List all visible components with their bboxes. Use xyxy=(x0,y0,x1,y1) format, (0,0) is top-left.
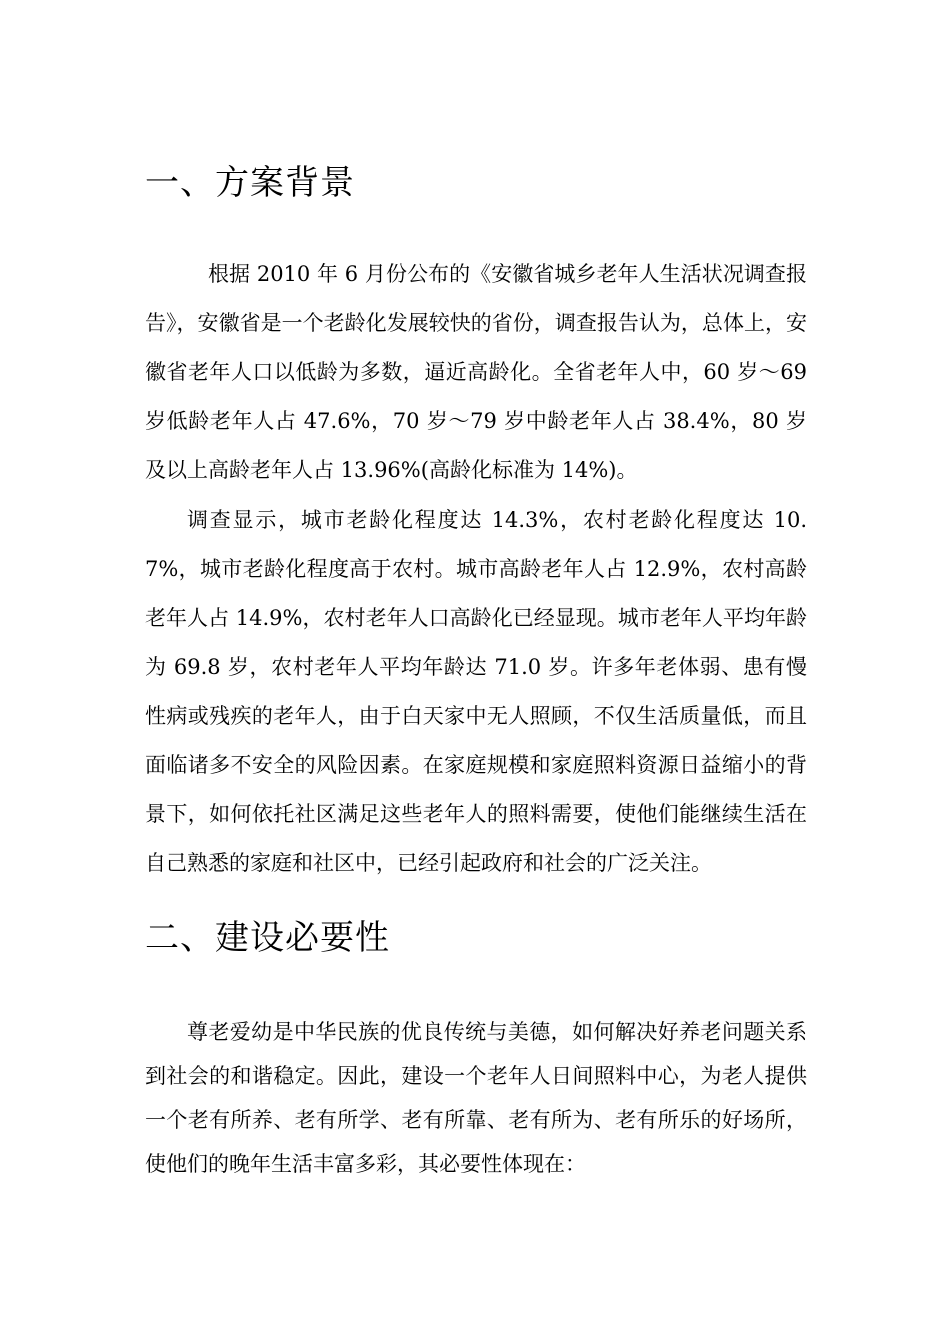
paragraph-survey-results: 调查显示，城市老龄化程度达 14.3%，农村老龄化程度达 10.7%，城市老龄化程度高于农村。城市高龄老年人占 12.9%，农村高龄老年人占 14.9%，农村老年人口高龄化已经显现。城市老年人平均年龄为 69.8 岁，农村老年人平均年龄达 71.0 岁。许多年老体弱、患有慢性病或残疾的老年人，由于白天家中无人照顾，不仅生活质量低，而且面临诸多不安全的风险因素。在家庭规模和家庭照料资源日益缩小的背景下，如何依托社区满足这些老年人的照料需要，使他们能继续生活在自己熟悉的家庭和社区中，已经引起政府和社会的广泛关注。 xyxy=(145,508,807,875)
section-heading-necessity: 二、建设必要性 xyxy=(145,918,390,958)
paragraph-necessity: 尊老爱幼是中华民族的优良传统与美德，如何解决好养老问题关系到社会的和谐稳定。因此，建设一个老年人日间照料中心，为老人提供一个老有所养、老有所学、老有所靠、老有所为、老有所乐的好场所，使他们的晚年生活丰富多彩，其必要性体现在： xyxy=(145,1020,807,1176)
section-heading-background: 一、方案背景 xyxy=(145,163,355,203)
paragraph-survey-report: 根据 2010 年 6 月份公布的《安徽省城乡老年人生活状况调查报告》，安徽省是一个老龄化发展较快的省份，调查报告认为，总体上，安徽省老年人口以低龄为多数，逼近高龄化。全省老年人中，60 岁～69 岁低龄老年人占 47.6%，70 岁～79 岁中龄老年人占 38.4%，80 岁及以上高龄老年人占 13.96%(高龄化标准为 14%)。 xyxy=(145,262,807,482)
